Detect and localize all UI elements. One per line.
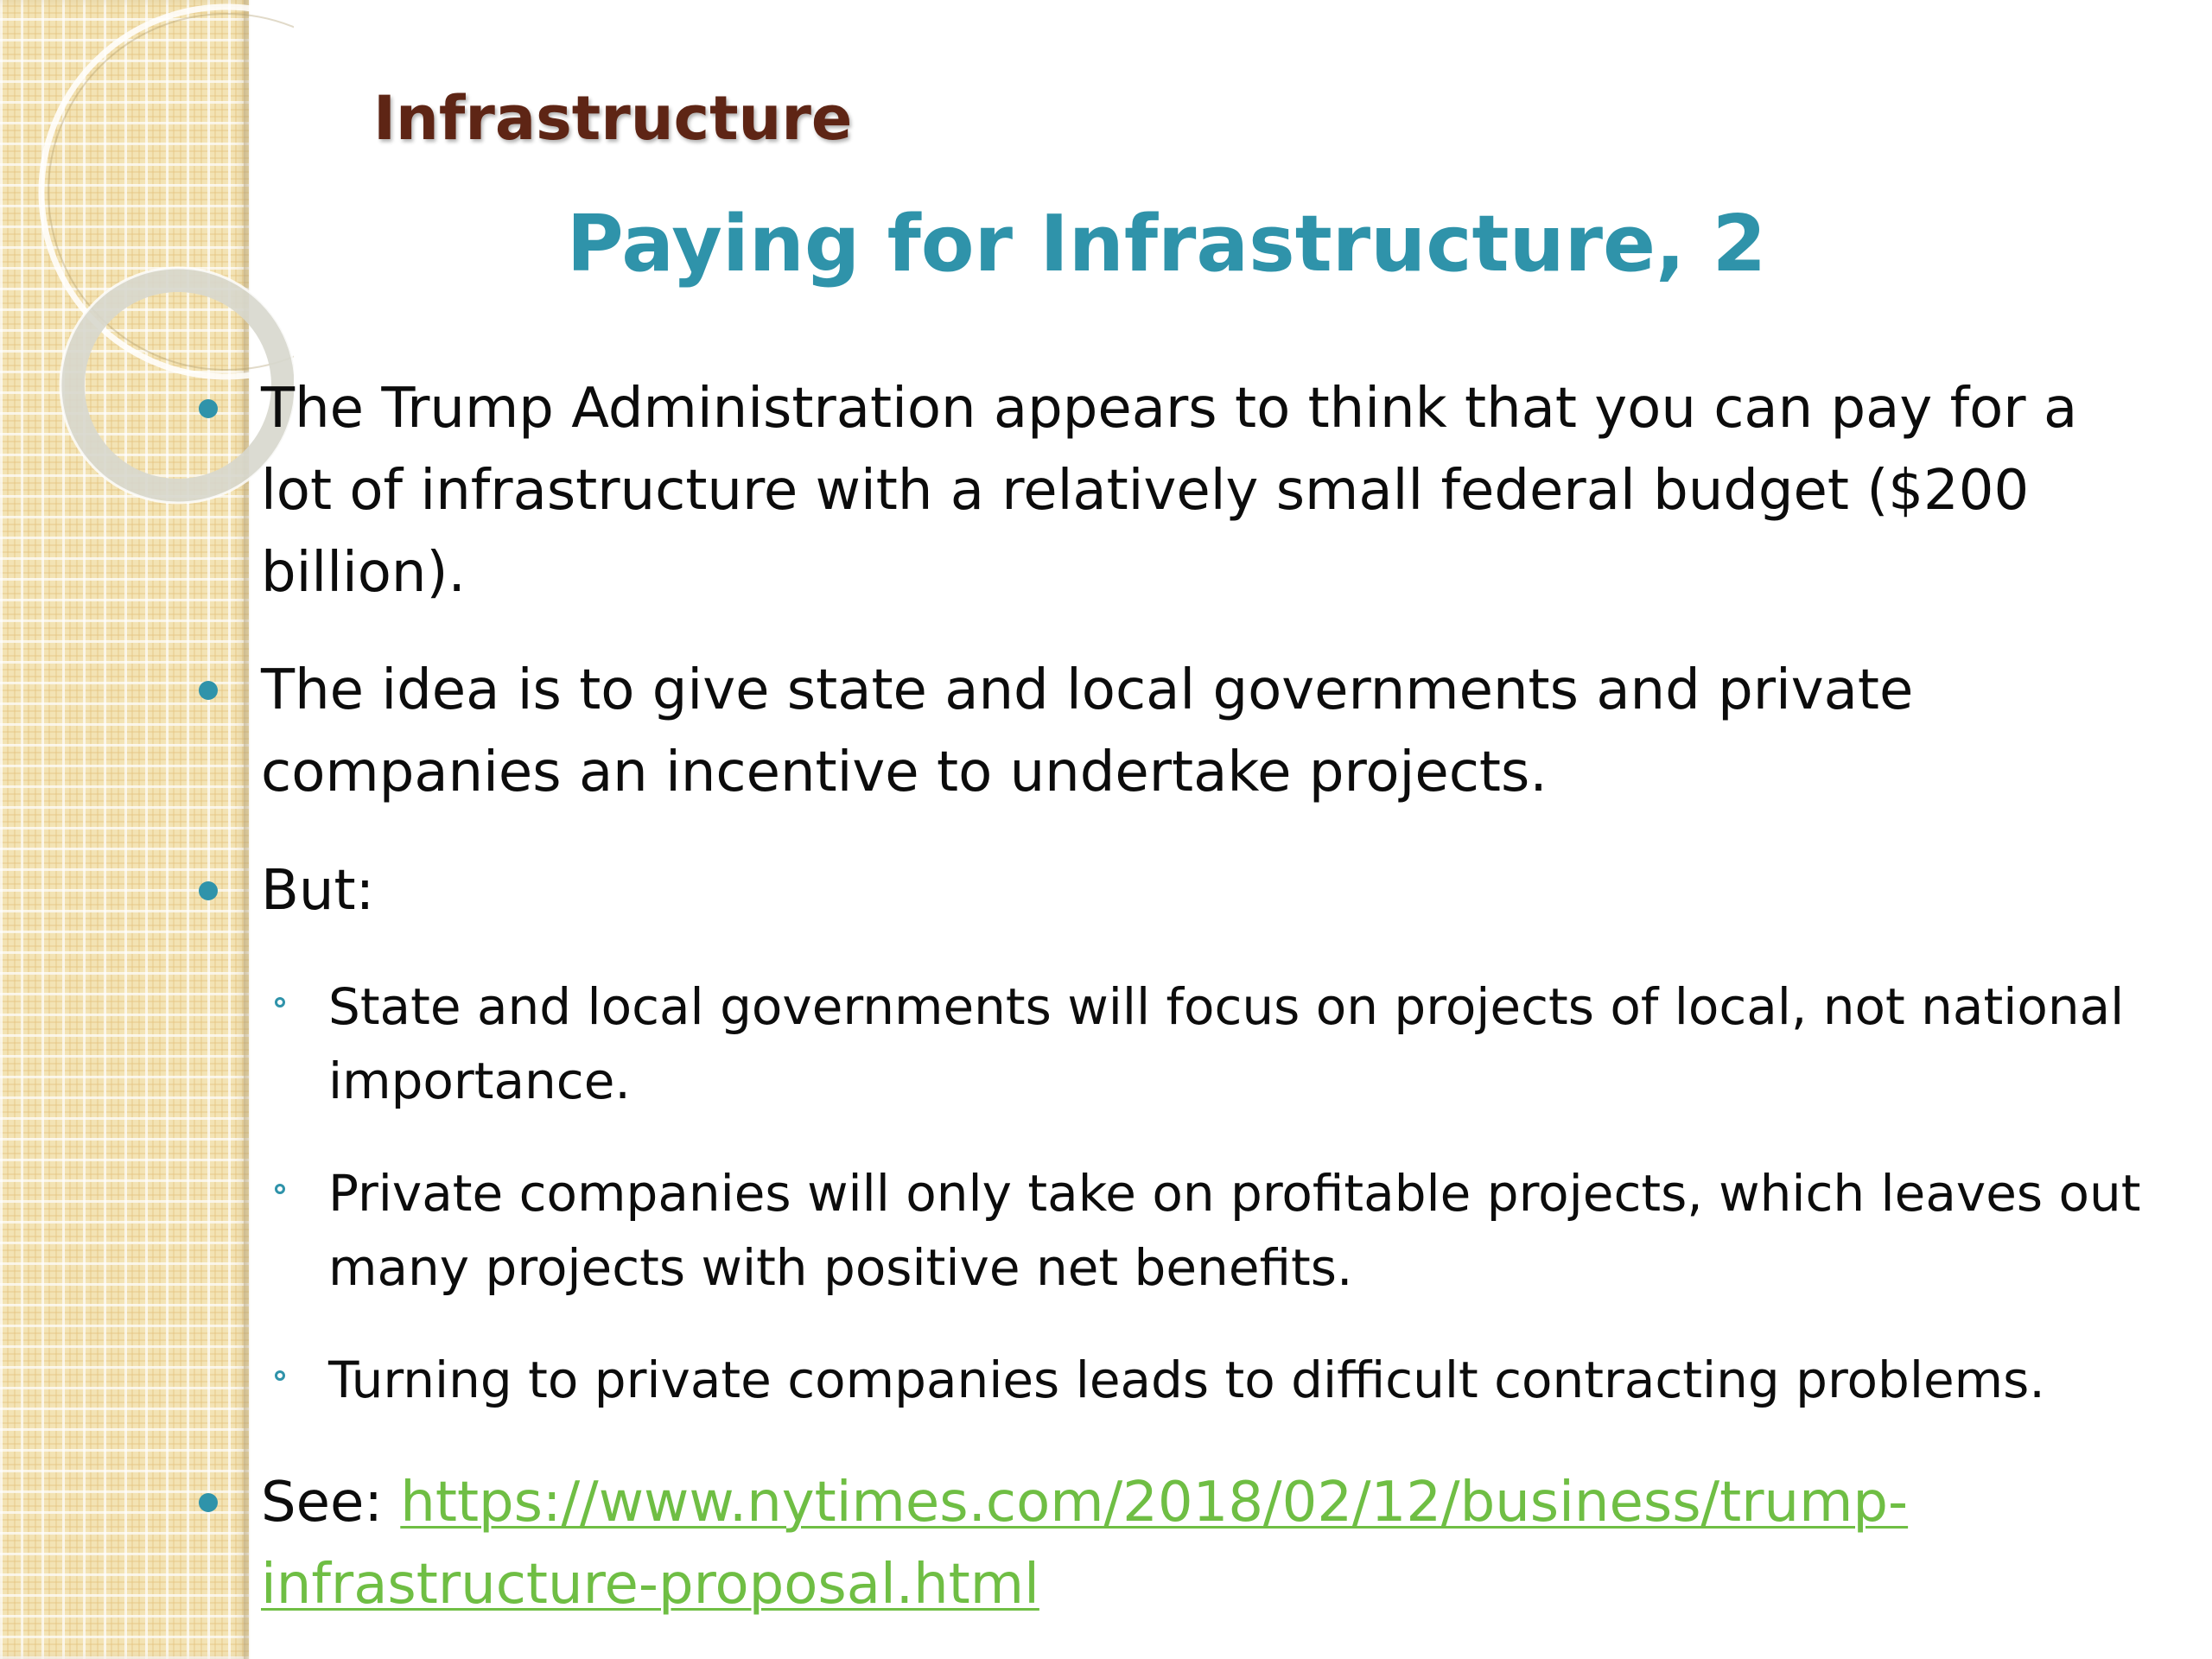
sub-bullet-text: Private companies will only take on profitable projects, which leaves out many projects with positive net benefits. [328, 1164, 2141, 1297]
bullet-item-see [261, 1462, 2162, 1626]
link-text-line-1[interactable]: https://www.nytimes.com/2018/02/12/business/trump- [400, 1471, 1909, 1535]
sub-bullet-ring-icon [275, 997, 285, 1007]
bullet-dot-icon [199, 399, 218, 418]
slide-title: Paying for Infrastructure, 2 [566, 199, 1767, 289]
nytimes-article-link[interactable] [261, 1471, 1908, 1617]
sub-bullet-item-1 [328, 969, 2177, 1118]
bullet-item-1 [261, 368, 2162, 614]
sub-bullet-text: State and local governments will focus on projects of local, not national importance. [328, 977, 2125, 1110]
bullet-text: But: [261, 859, 375, 923]
sub-bullet-ring-icon [275, 1184, 285, 1194]
bullet-dot-icon [199, 681, 218, 700]
bullet-dot-icon [199, 881, 218, 900]
sub-bullet-ring-icon [275, 1370, 285, 1381]
section-title: Infrastructure [373, 83, 853, 154]
bullet-dot-icon [199, 1493, 218, 1512]
bullet-item-3 [261, 850, 2162, 932]
link-text-line-2[interactable]: infrastructure-proposal.html [261, 1553, 1039, 1617]
bullet-text: The Trump Administration appears to think that you can pay for a lot of infrastructure with a relatively small federal budget ($200 billion). [261, 377, 2078, 605]
sub-bullet-text: Turning to private companies leads to difficult contracting problems. [328, 1351, 2045, 1409]
sub-bullet-item-2 [328, 1156, 2177, 1305]
see-label: See: [261, 1471, 383, 1535]
bullet-text: The idea is to give state and local governments and private companies an incentive to undertake projects. [261, 658, 1914, 804]
bullet-item-2 [261, 650, 2162, 814]
sub-bullet-item-3 [328, 1343, 2177, 1417]
